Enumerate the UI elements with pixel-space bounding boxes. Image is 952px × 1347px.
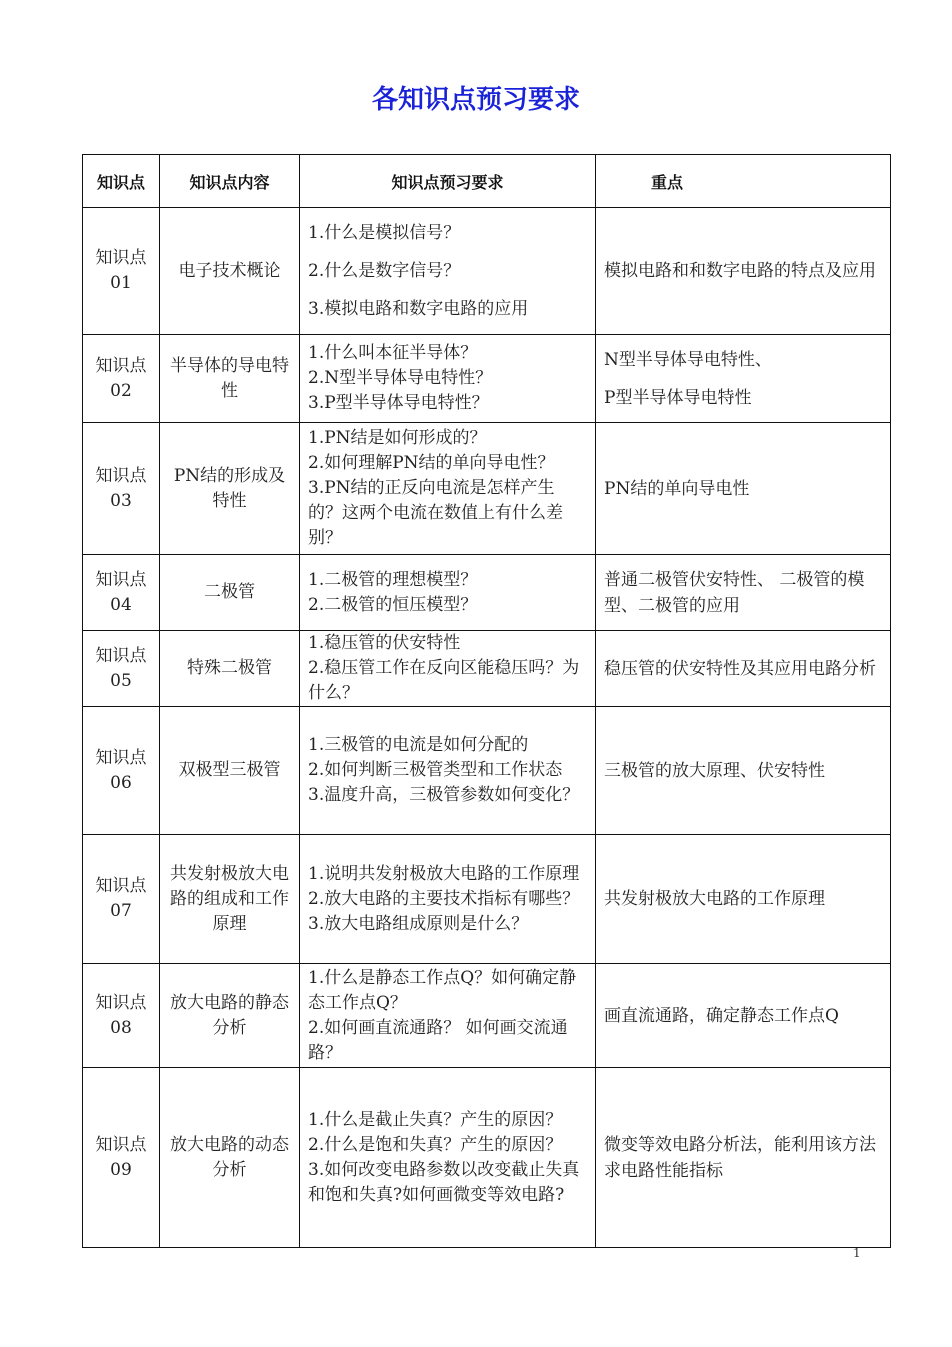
key-point-text: PN结的单向导电性 xyxy=(604,478,750,499)
key-point-text: 画直流通路，确定静态工作点Q xyxy=(604,1005,839,1026)
table-row xyxy=(83,1068,891,1248)
kp-label: 知识点 xyxy=(95,248,147,268)
knowledge-point-content: 电子技术概论 xyxy=(160,208,300,335)
kp-label: 知识点 xyxy=(95,355,147,376)
knowledge-point-key xyxy=(596,208,891,335)
header-key-point: 重点 xyxy=(596,155,891,208)
key-point-text: 稳压管的伏安特性及其应用电路分析 xyxy=(604,658,876,679)
knowledge-point-requirements xyxy=(300,423,596,555)
knowledge-point-content: 半导体的导电特性 xyxy=(160,335,300,423)
knowledge-point-key xyxy=(596,631,891,707)
kp-index: 03 xyxy=(110,490,132,511)
header-knowledge-point: 知识点 xyxy=(83,155,160,208)
requirement-item: 2.放大电路的主要技术指标有哪些？ xyxy=(308,888,580,909)
kp-index: 09 xyxy=(110,1159,132,1180)
requirement-item: 2.如何理解PN结的单向导电性？ xyxy=(308,453,555,473)
kp-index: 06 xyxy=(110,772,132,793)
requirement-item: 1.什么是静态工作点Q？如何确定静态工作点Q？ xyxy=(308,967,577,1013)
knowledge-point-requirements xyxy=(300,555,596,631)
kp-label: 知识点 xyxy=(95,747,147,768)
page-number: 1 xyxy=(853,1246,861,1260)
requirement-item: 3.PN结的正反向电流是怎样产生的？这两个电流在数值上有什么差别？ xyxy=(308,478,563,548)
table-row xyxy=(83,964,891,1068)
knowledge-point-requirements xyxy=(300,631,596,707)
knowledge-point-key xyxy=(596,555,891,631)
requirement-item: 1.什么叫本征半导体？ xyxy=(308,343,478,363)
requirement-item: 3.放大电路组成原则是什么？ xyxy=(308,913,529,934)
kp-index: 01 xyxy=(110,273,132,293)
requirement-item: 1.什么是截止失真？产生的原因？ xyxy=(308,1109,563,1130)
table-row xyxy=(83,707,891,835)
kp-index: 08 xyxy=(110,1017,132,1038)
knowledge-point-requirements xyxy=(300,1068,596,1248)
kp-label: 知识点 xyxy=(95,465,147,486)
knowledge-point-key xyxy=(596,707,891,835)
requirement-item: 3.如何改变电路参数以改变截止失真和饱和失真?如何画微变等效电路? xyxy=(308,1159,580,1205)
kp-label: 知识点 xyxy=(95,876,147,896)
header-requirements: 知识点预习要求 xyxy=(300,155,596,208)
knowledge-point-content: 二极管 xyxy=(160,555,300,631)
table-row xyxy=(83,835,891,964)
knowledge-point-table xyxy=(82,154,891,1248)
requirement-item: 3.模拟电路和数字电路的应用 xyxy=(308,299,529,319)
table-row xyxy=(83,555,891,631)
key-point-text: 微变等效电路分析法，能利用该方法求电路性能指标 xyxy=(604,1134,876,1181)
knowledge-point-content: 共发射极放大电路的组成和工作原理 xyxy=(160,835,300,964)
kp-index: 02 xyxy=(110,380,132,401)
header-content: 知识点内容 xyxy=(160,155,300,208)
requirement-item: 3.P型半导体导电特性？ xyxy=(308,393,489,413)
requirement-item: 1.什么是模拟信号？ xyxy=(308,223,461,243)
table-row xyxy=(83,335,891,423)
knowledge-point-number xyxy=(83,707,160,835)
knowledge-point-requirements xyxy=(300,964,596,1068)
knowledge-point-content: 特殊二极管 xyxy=(160,631,300,707)
key-point-text: 模拟电路和和数字电路的特点及应用 xyxy=(604,261,876,281)
requirement-item: 2.如何判断三极管类型和工作状态 xyxy=(308,760,563,780)
requirement-item: 2.什么是数字信号？ xyxy=(308,261,461,281)
requirement-item: 1.PN结是如何形成的？ xyxy=(308,428,487,448)
knowledge-point-number xyxy=(83,835,160,964)
knowledge-point-number xyxy=(83,555,160,631)
kp-label: 知识点 xyxy=(95,1134,147,1155)
table-row xyxy=(83,208,891,335)
key-point-text: 普通二极管伏安特性、 二极管的模型、二极管的应用 xyxy=(604,569,865,616)
requirement-item: 2.什么是饱和失真？产生的原因？ xyxy=(308,1134,563,1155)
knowledge-point-requirements xyxy=(300,208,596,335)
requirement-item: 1.说明共发射极放大电路的工作原理 xyxy=(308,863,580,884)
kp-label: 知识点 xyxy=(95,645,147,666)
knowledge-point-content: 放大电路的静态分析 xyxy=(160,964,300,1068)
requirement-item: 2.稳压管工作在反向区能稳压吗？为什么？ xyxy=(308,658,580,703)
knowledge-point-requirements xyxy=(300,335,596,423)
knowledge-point-key xyxy=(596,423,891,555)
table-header-row xyxy=(83,155,891,208)
knowledge-point-number xyxy=(83,423,160,555)
key-point-text: P型半导体导电特性 xyxy=(604,387,752,408)
knowledge-point-key xyxy=(596,1068,891,1248)
kp-index: 05 xyxy=(110,670,132,691)
knowledge-point-number xyxy=(83,964,160,1068)
knowledge-point-requirements xyxy=(300,835,596,964)
kp-label: 知识点 xyxy=(95,569,147,590)
knowledge-point-number xyxy=(83,208,160,335)
key-point-text: N型半导体导电特性、 xyxy=(604,349,772,370)
knowledge-point-key xyxy=(596,964,891,1068)
knowledge-point-content: 双极型三极管 xyxy=(160,707,300,835)
table-row xyxy=(83,631,891,707)
knowledge-point-number xyxy=(83,1068,160,1248)
requirement-item: 1.三极管的电流是如何分配的 xyxy=(308,735,529,755)
requirement-item: 2.二极管的恒压模型？ xyxy=(308,594,478,615)
requirement-item: 2.N型半导体导电特性？ xyxy=(308,368,493,388)
requirement-item: 1.二极管的理想模型？ xyxy=(308,569,478,590)
knowledge-point-content: 放大电路的动态分析 xyxy=(160,1068,300,1248)
kp-index: 07 xyxy=(110,901,132,921)
knowledge-point-content: PN结的形成及特性 xyxy=(160,423,300,555)
kp-index: 04 xyxy=(110,594,132,615)
table-row xyxy=(83,423,891,555)
page-title: 各知识点预习要求 xyxy=(371,85,580,115)
knowledge-point-requirements xyxy=(300,707,596,835)
kp-label: 知识点 xyxy=(95,992,147,1013)
key-point-text: 共发射极放大电路的工作原理 xyxy=(604,889,825,909)
requirement-item: 1.稳压管的伏安特性 xyxy=(308,633,461,653)
knowledge-point-number xyxy=(83,631,160,707)
requirement-item: 2.如何画直流通路？ 如何画交流通路？ xyxy=(308,1017,568,1063)
knowledge-point-key xyxy=(596,835,891,964)
requirement-item: 3.温度升高，三极管参数如何变化？ xyxy=(308,785,580,805)
knowledge-point-key xyxy=(596,335,891,423)
knowledge-point-number xyxy=(83,335,160,423)
key-point-text: 三极管的放大原理、伏安特性 xyxy=(604,760,825,781)
